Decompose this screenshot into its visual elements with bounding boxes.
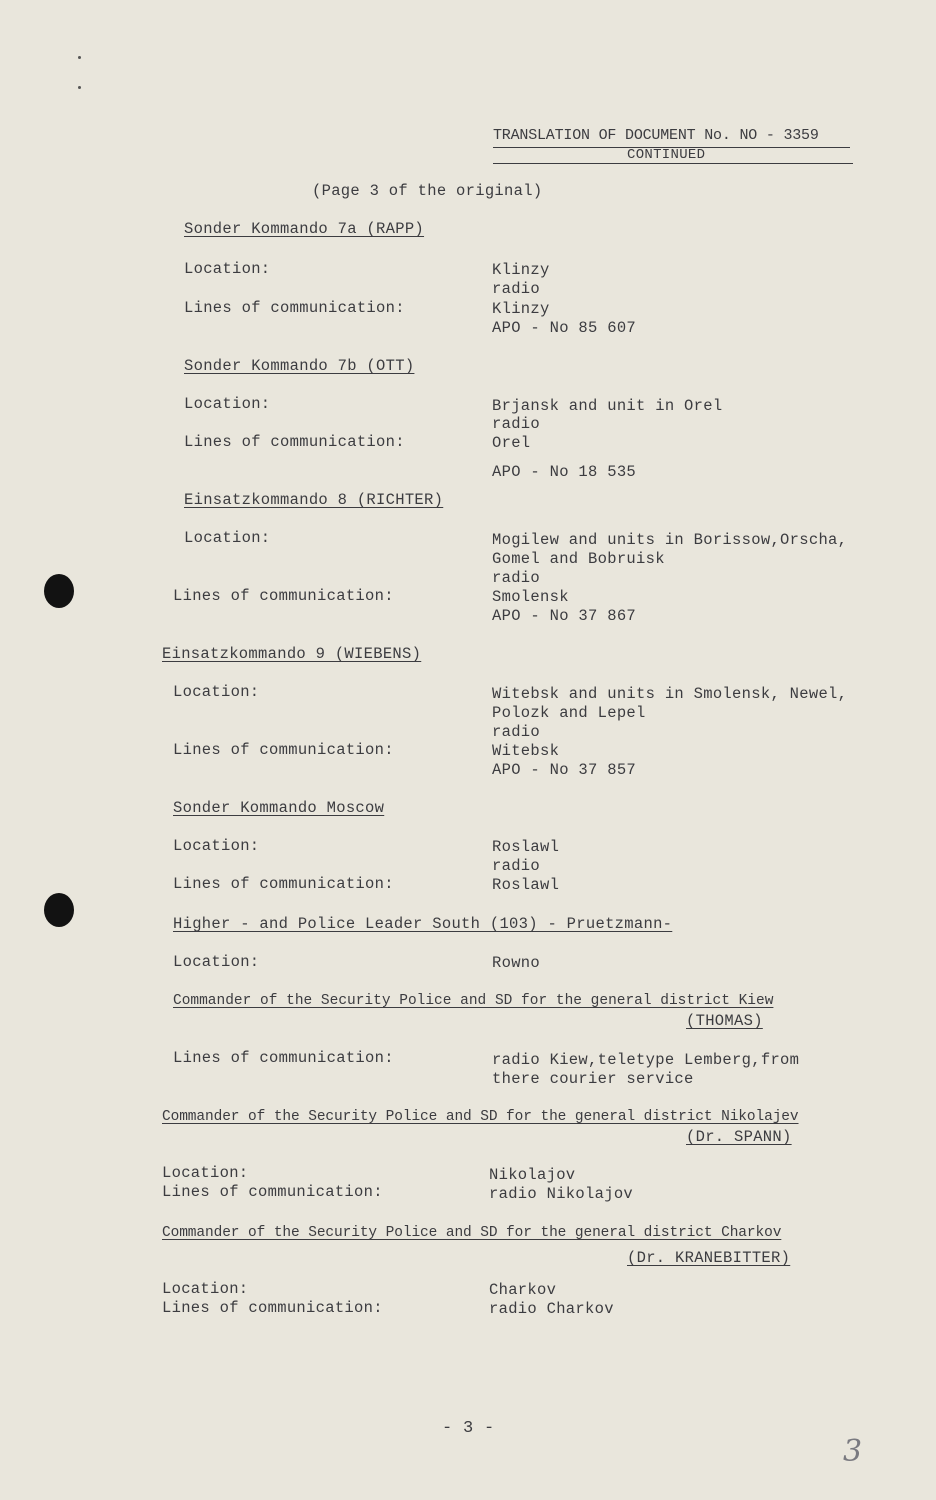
field-value: radio bbox=[492, 280, 541, 298]
field-value: Brjansk and unit in Orel bbox=[492, 397, 723, 415]
field-value: there courier service bbox=[492, 1070, 694, 1088]
section-subheading: (Dr. SPANN) bbox=[686, 1128, 792, 1146]
field-value: APO - No 37 867 bbox=[492, 607, 637, 625]
field-label: Location: bbox=[162, 1280, 249, 1298]
field-value: Nikolajov bbox=[489, 1166, 576, 1184]
field-label: Lines of communication: bbox=[173, 1049, 394, 1067]
field-value: Witebsk and units in Smolensk, Newel, bbox=[492, 685, 848, 703]
field-label: Lines of communication: bbox=[173, 741, 394, 759]
field-value: radio Charkov bbox=[489, 1300, 614, 1318]
section-subheading: (Dr. KRANEBITTER) bbox=[627, 1249, 791, 1267]
field-value: Charkov bbox=[489, 1281, 557, 1299]
field-value: Orel bbox=[492, 434, 531, 452]
page-number: - 3 - bbox=[442, 1419, 495, 1438]
field-label: Location: bbox=[184, 395, 271, 413]
section-subheading: (THOMAS) bbox=[686, 1012, 763, 1030]
section-heading: Commander of the Security Police and SD for the general district Charkov bbox=[162, 1225, 782, 1241]
field-label: Location: bbox=[173, 683, 260, 701]
field-label: Lines of communication: bbox=[173, 875, 394, 893]
section-heading: Einsatzkommando 8 (RICHTER) bbox=[184, 491, 444, 509]
field-label: Lines of communication: bbox=[162, 1183, 383, 1201]
field-label: Lines of communication: bbox=[184, 433, 405, 451]
field-value: Witebsk bbox=[492, 742, 560, 760]
field-value: APO - No 85 607 bbox=[492, 319, 637, 337]
field-value: Polozk and Lepel bbox=[492, 704, 646, 722]
field-value: radio Kiew,teletype Lemberg,from bbox=[492, 1051, 800, 1069]
continued-underline bbox=[493, 163, 853, 164]
punch-hole-top bbox=[44, 574, 74, 608]
field-value: radio bbox=[492, 569, 541, 587]
field-value: radio Nikolajov bbox=[489, 1185, 634, 1203]
field-value: Klinzy bbox=[492, 261, 550, 279]
field-value: Klinzy bbox=[492, 300, 550, 318]
field-value: Gomel and Bobruisk bbox=[492, 550, 665, 568]
section-heading: Sonder Kommando 7b (OTT) bbox=[184, 357, 415, 375]
field-label: Lines of communication: bbox=[184, 299, 405, 317]
section-heading: Higher - and Police Leader South (103) - Pruetzmann- bbox=[173, 915, 673, 933]
field-value: APO - No 37 857 bbox=[492, 761, 637, 779]
field-value: radio bbox=[492, 723, 541, 741]
section-heading: Einsatzkommando 9 (WIEBENS) bbox=[162, 645, 422, 663]
field-label: Lines of communication: bbox=[173, 587, 394, 605]
field-value: radio bbox=[492, 857, 541, 875]
section-heading: Sonder Kommando Moscow bbox=[173, 799, 385, 817]
field-value: Rowno bbox=[492, 954, 541, 972]
field-label: Location: bbox=[184, 529, 271, 547]
page-reference: (Page 3 of the original) bbox=[312, 182, 543, 200]
paper-mark bbox=[78, 86, 81, 89]
section-heading: Commander of the Security Police and SD for the general district Nikolajev bbox=[162, 1109, 799, 1125]
document-title: TRANSLATION OF DOCUMENT No. NO - 3359 bbox=[493, 127, 819, 144]
field-label: Lines of communication: bbox=[162, 1299, 383, 1317]
paper-mark bbox=[78, 56, 81, 59]
field-value: Roslawl bbox=[492, 876, 560, 894]
field-label: Location: bbox=[162, 1164, 249, 1182]
field-value: Mogilew and units in Borissow,Orscha, bbox=[492, 531, 848, 549]
section-heading: Sonder Kommando 7a (RAPP) bbox=[184, 220, 425, 238]
field-value: radio bbox=[492, 415, 541, 433]
field-label: Location: bbox=[184, 260, 271, 278]
field-value: Roslawl bbox=[492, 838, 560, 856]
punch-hole-bottom bbox=[44, 893, 74, 927]
field-value: APO - No 18 535 bbox=[492, 463, 637, 481]
field-label: Location: bbox=[173, 953, 260, 971]
continued-label: CONTINUED bbox=[627, 147, 706, 163]
section-heading: Commander of the Security Police and SD for the general district Kiew bbox=[173, 993, 774, 1009]
handwritten-folio: 3 bbox=[843, 1434, 863, 1469]
field-value: Smolensk bbox=[492, 588, 569, 606]
field-label: Location: bbox=[173, 837, 260, 855]
